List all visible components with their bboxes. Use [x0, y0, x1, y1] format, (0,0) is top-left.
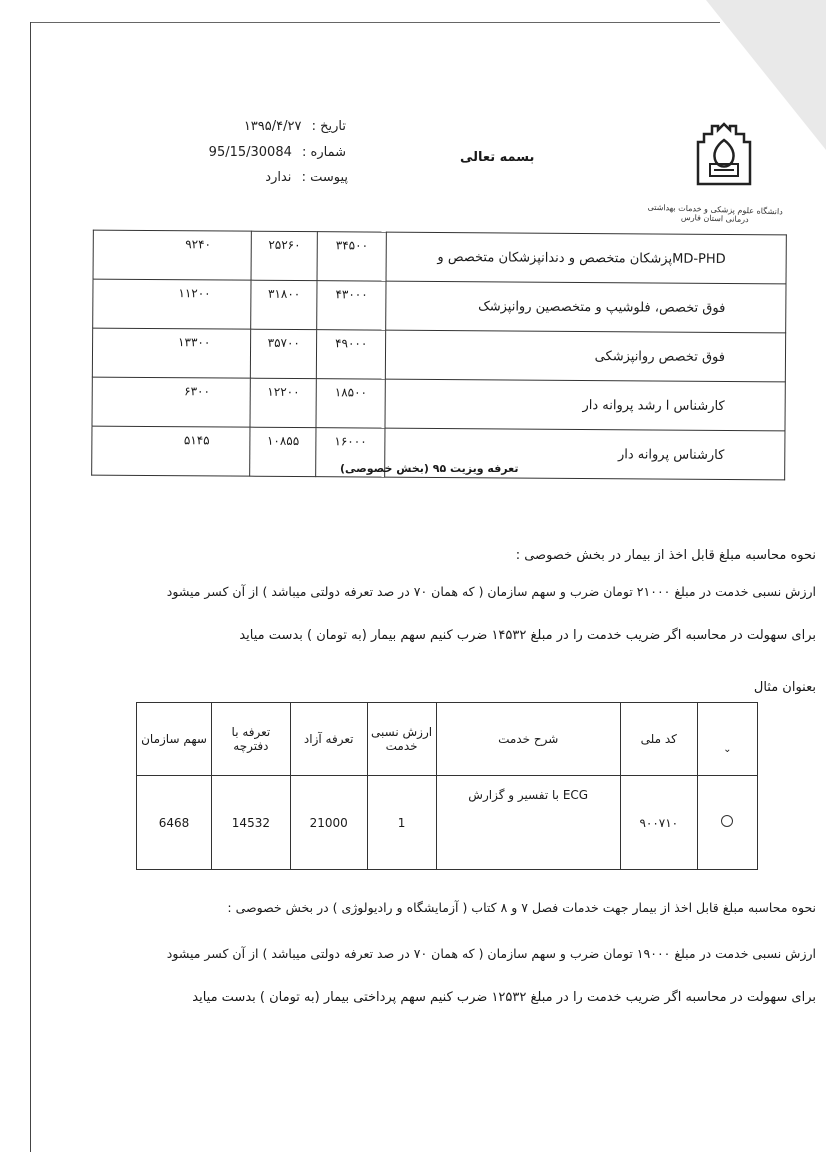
row-marker [697, 776, 757, 870]
free-tariff: ۴۳۰۰۰ [317, 281, 386, 330]
number-value: 95/15/30084 [208, 145, 292, 160]
section1-line1: ارزش نسبی خدمت در مبلغ ۲۱۰۰۰ تومان ضرب و سهم سازمان ( که همان ۷۰ در صد تعرفه دولتی میباشد ) از آن کسر میشود [166, 584, 816, 599]
free-tariff-header: تعرفه آزاد [290, 703, 367, 776]
example-table [136, 702, 758, 870]
relative-value-cell: 1 [367, 776, 436, 870]
organization-share-header: سهم سازمان [137, 703, 212, 776]
university-emblem-icon [694, 122, 754, 188]
organization-share: ۵۱۴۵ [92, 426, 251, 476]
number-line [200, 145, 346, 160]
service-description: فوق تخصص، فلوشیپ و متخصصین روانپزشک [386, 281, 786, 333]
code-header: کد ملی [620, 703, 697, 776]
page-left-edge [30, 22, 31, 1152]
section1-heading: نحوه محاسبه مبلغ قابل اخذ از بیمار در بخش خصوصی : [515, 548, 816, 563]
organization-share: ۶۳۰۰ [92, 377, 251, 427]
date-value: ۱۳۹۵/۴/۲۷ [243, 119, 302, 134]
attachment-line [260, 170, 348, 185]
table-row [137, 776, 758, 870]
service-description: فوق تخصص روانپزشکی [385, 330, 785, 382]
date-line [236, 119, 346, 134]
service-description: کارشناس پروانه دار [385, 428, 785, 480]
booklet-tariff: ۱۰۸۵۵ [250, 427, 316, 476]
booklet-tariff: ۳۵۷۰۰ [251, 329, 317, 378]
logo-caption: دانشگاه علوم پزشکی و خدمات بهداشتی درمانی استان فارس [647, 202, 783, 225]
attachment-label: پیوست : [301, 170, 348, 185]
basmala: بسمه تعالی [460, 150, 535, 165]
table-row [92, 328, 785, 382]
service-description: کارشناس ا رشد پروانه دار [385, 379, 785, 431]
booklet-tariff-header: تعرفه با دفترچه [212, 703, 291, 776]
select-column-header [697, 703, 757, 776]
number-label: شماره : [302, 145, 346, 160]
booklet-tariff: ۱۲۲۰۰ [250, 378, 316, 427]
description-cell: ECG با تفسیر و گزارش [436, 776, 620, 870]
section2-line1: ارزش نسبی خدمت در مبلغ ۱۹۰۰۰ تومان ضرب و سهم سازمان ( که همان ۷۰ در صد تعرفه دولتی میباشد ) از آن کسر میشود [166, 946, 816, 961]
booklet-tariff-cell: 14532 [212, 776, 291, 870]
organization-share-cell: 6468 [137, 776, 212, 870]
section1-line2: برای سهولت در محاسبه اگر ضریب خدمت را در مبلغ ۱۴۵۳۲ ضرب کنیم سهم بیمار (به تومان ) بدست میاید [239, 628, 816, 643]
example-label: بعنوان مثال [753, 680, 816, 695]
attachment-value: ندارد [265, 170, 292, 185]
service-description: MD-PHDپزشکان متخصص و دندانپزشکان متخصص و [386, 232, 786, 284]
organization-share: ۱۱۲۰۰ [93, 279, 252, 329]
description-header: شرح خدمت [436, 703, 620, 776]
section2-line2: برای سهولت در محاسبه اگر ضریب خدمت را در مبلغ ۱۲۵۳۲ ضرب کنیم سهم پرداختی بیمار (به تومان ) بدست میاید [192, 990, 816, 1005]
booklet-tariff: ۲۵۲۶۰ [251, 231, 317, 280]
organization-share: ۹۲۴۰ [93, 230, 252, 280]
circle-icon [721, 815, 733, 827]
chevron-down-icon: ⌄ [723, 743, 732, 755]
table-row [93, 279, 786, 333]
table-row [93, 230, 786, 284]
free-tariff: ۱۶۰۰۰ [316, 428, 385, 477]
free-tariff: ۱۸۵۰۰ [316, 379, 385, 428]
organization-share: ۱۳۳۰۰ [92, 328, 251, 378]
free-tariff: ۴۹۰۰۰ [317, 330, 386, 379]
booklet-tariff: ۳۱۸۰۰ [251, 280, 317, 329]
section2-heading: نحوه محاسبه مبلغ قابل اخذ از بیمار جهت خدمات فصل ۷ و ۸ کتاب ( آزمایشگاه و رادیولوژی ) در بخش خصوصی : [227, 900, 816, 915]
date-label: تاریخ : [311, 119, 346, 134]
page-top-edge [30, 22, 720, 23]
table-caption: تعرفه ویزیت ۹۵ (بخش خصوصی) [340, 462, 519, 475]
free-tariff: ۳۴۵۰۰ [317, 232, 386, 281]
relative-value-header: ارزش نسبی خدمت [367, 703, 436, 776]
table-row [92, 377, 785, 431]
code-cell: ۹۰۰۷۱۰ [620, 776, 697, 870]
free-tariff-cell: 21000 [290, 776, 367, 870]
table-header-row [137, 703, 758, 776]
visit-tariff-table [91, 230, 787, 481]
